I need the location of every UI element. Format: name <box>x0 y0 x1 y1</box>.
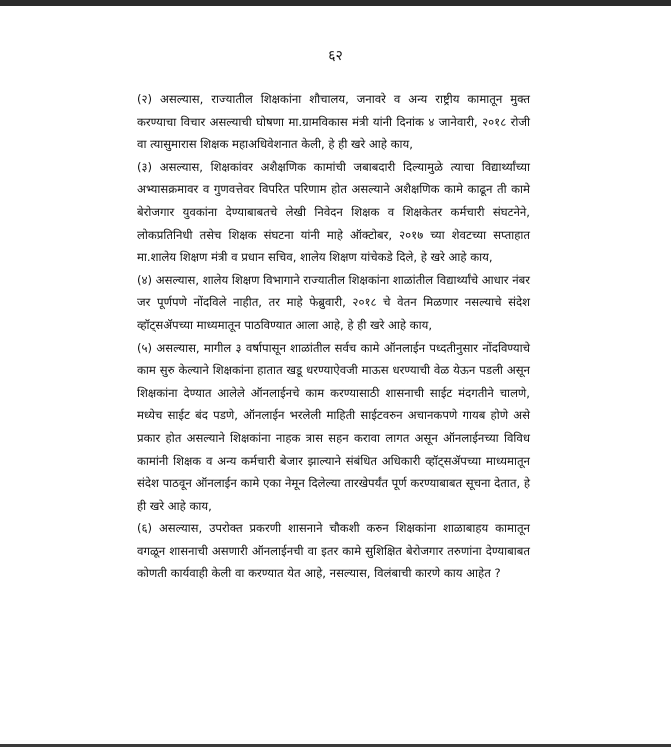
top-border <box>0 0 671 6</box>
document-body <box>137 88 530 585</box>
page-number: ६२ <box>328 48 343 64</box>
paragraph-6: (६) असल्यास, उपरोक्त प्रकरणी शासनाने चौकशी करुन शिक्षकांना शाळाबाहय कामातून वगळून शासनाची असणारी ऑनलाईनची वा इतर कामे सुशिक्षित बेरोजगार तरुणांना देण्याबाबत कोणती कार्यवाही केली वा करण्यात येत आहे, नसल्यास, विलंबाची कारणे काय आहेत ? <box>137 521 530 581</box>
paragraph-3: (३) असल्यास, शिक्षकांवर अशैक्षणिक कामांची जबाबदारी दिल्यामुळे त्याचा विद्यार्थ्यांच्या अभ्यासक्रमावर व गुणवत्तेवर विपरित परिणाम होत असल्याने अशैक्षणिक कामे काढून ती कामे बेरोजगार युवकांना देण्याबाबतचे लेखी निवेदन शिक्षक व शिक्षकेतर कर्मचारी संघटनेने, लोकप्रतिनिधी तसेच शिक्षक संघटना यांनी माहे ऑक्टोबर, २०१७ च्या शेवटच्या सप्ताहात मा.शालेय शिक्षण मंत्री व प्रधान सचिव, शालेय शिक्षण यांचेकडे दिले, हे खरे आहे काय, <box>137 159 530 265</box>
paragraph-4: (४) असल्यास, शालेय शिक्षण विभागाने राज्यातील शिक्षकांना शाळांतील विद्यार्थ्यांचे आधार नंबर जर पूर्णपणे नोंदविले नाहीत, तर माहे फेब्रुवारी, २०१८ चे वेतन मिळणार नसल्याचे संदेश व्हॉट्सॲपच्या माध्यमातून पाठविण्यात आला आहे, हे ही खरे आहे काय, <box>137 272 530 332</box>
paragraph-5: (५) असल्यास, मागील ३ वर्षापासून शाळांतील सर्वच कामे ऑनलाईन पध्दतीनुसार नोंदविण्याचे काम सुरु केल्याने शिक्षकांना हातात खडू धरण्याऐवजी माऊस धरण्याची वेळ येऊन पडली असून शिक्षकांना देण्यात आलेले ऑनलाईनचे काम करण्यासाठी शासनाची साईट मंदगतीने चालणे, मध्येच साईट बंद पडणे, ऑनलाईन भरलेली माहिती साईटवरुन अचानकपणे गायब होणे असे प्रकार होत असल्याने शिक्षकांना नाहक त्रास सहन करावा लागत असून ऑनलाईनच्या विविध कामांनी शिक्षक व अन्य कर्मचारी बेजार झाल्याने संबंधित अधिकारी व्हॉट्सॲपच्या माध्यमातून संदेश पाठवून ऑनलाईन कामे एका नेमून दिलेल्या तारखेपर्यंत पूर्ण करण्याबाबत सूचना देतात, हे ही खरे आहे काय, <box>137 340 530 513</box>
paragraph-2: (२) असल्यास, राज्यातील शिक्षकांना शौचालय, जनावरे व अन्य राष्ट्रीय कामातून मुक्त करण्याचा विचार असल्याची घोषणा मा.ग्रामविकास मंत्री यांनी दिनांक ४ जानेवारी, २०१८ रोजी वा त्यासुमारास शिक्षक महाअधिवेशनात केली, हे ही खरे आहे काय, <box>137 92 530 152</box>
